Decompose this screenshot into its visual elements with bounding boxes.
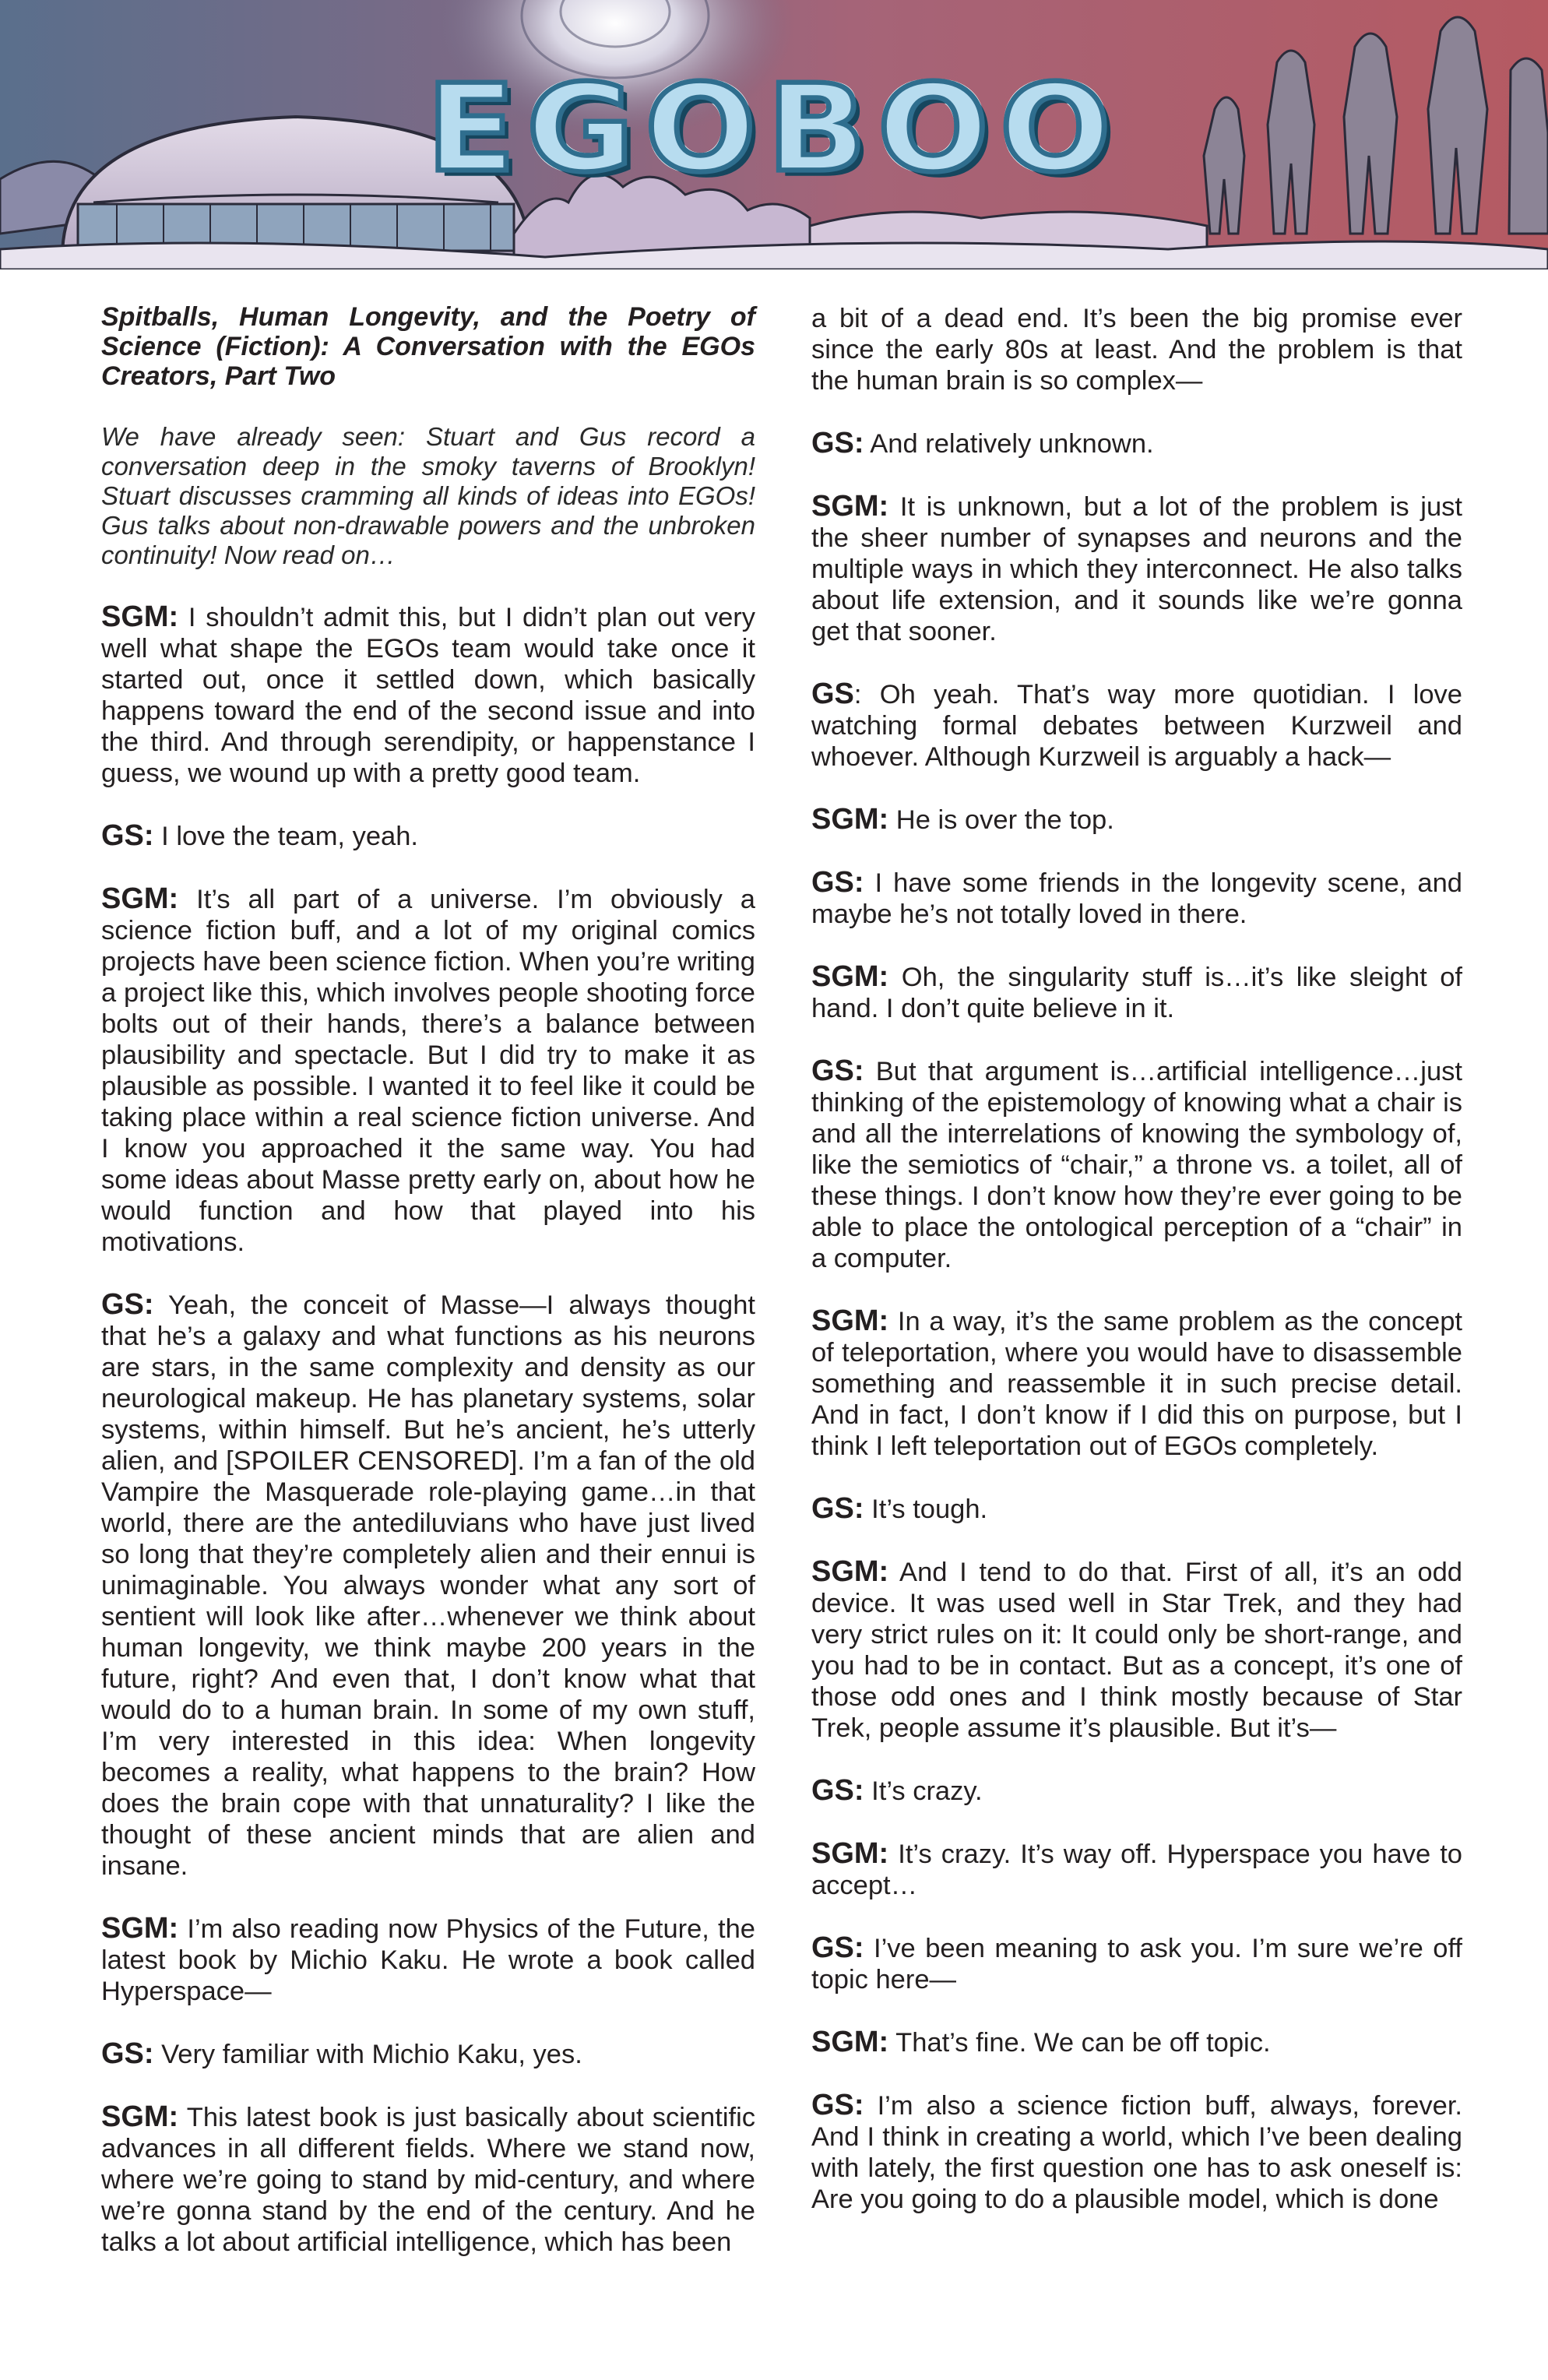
speaker-label: GS: <box>101 2037 154 2070</box>
interview-paragraph <box>811 2026 1462 2058</box>
interview-paragraph <box>811 1838 1462 1901</box>
speaker-label: GS: <box>811 427 864 459</box>
header-banner-illustration <box>0 0 1548 269</box>
paragraph-text: Oh, the singularity stuff is…it’s like sleight of hand. I don’t quite believe in it. <box>811 963 1462 1023</box>
speaker-label: SGM: <box>811 1304 889 1337</box>
left-column <box>101 302 755 2289</box>
speaker-label: GS: <box>811 1054 864 1087</box>
interview-paragraph <box>101 820 755 852</box>
paragraph-text: It’s crazy. It’s way off. Hyperspace you have to accept… <box>811 1840 1462 1900</box>
article-recap: We have already seen: Stuart and Gus record a conversation deep in the smoky taverns of Brooklyn! Stuart discusses cramming all kinds of ideas into EGOs! Gus talks about non-drawable powers and the unbroken continuity! Now read on… <box>101 422 755 569</box>
speaker-label: GS: <box>811 1774 864 1807</box>
speaker-label: SGM: <box>811 803 889 836</box>
paragraph-text: This latest book is just basically about scientific advances in all different fields. Where we stand now, where we’re going to stand by mid-century, and where we’re gonna stand by the end of the century. And he talks a lot about artificial intelligence, which has been <box>101 2103 755 2257</box>
paragraph-text: I love the team, yeah. <box>153 822 419 851</box>
speaker-label: GS: <box>101 1288 154 1321</box>
interview-paragraph <box>811 2090 1462 2215</box>
interview-paragraph <box>811 1932 1462 1995</box>
speaker-label: SGM: <box>811 1555 889 1588</box>
speaker-label: SGM: <box>101 1912 179 1945</box>
interview-paragraph <box>101 2101 755 2258</box>
speaker-label: SGM: <box>811 960 889 993</box>
paragraph-text: Yeah, the conceit of Masse—I always thought that he’s a galaxy and what functions as his neurons are stars, in the same complexity and density as our neurological makeup. He has planetary systems, solar systems, within himself. But he’s ancient, he’s utterly alien, and [SPOILER CENSORED]. I’m a fan of the old Vampire the Masquerade role-playing game…in that world, there are the antediluvians who have just lived so long that they’re completely alien and their ennui is unimaginable. You always wonder what any sort of sentient will look like after…whenever we think about human longevity, we think maybe 200 years in the future, right? And even that, I don’t know what that would do to a human brain. In some of my own stuff, I’m very interested in this idea: When longevity becomes a reality, what happens to the brain? How does the brain cope with that unnaturality? I like the thought of these ancient minds that are alien and insane. <box>101 1290 755 1881</box>
speaker-label: SGM: <box>101 882 179 915</box>
interview-paragraph <box>811 1305 1462 1462</box>
interview-paragraph <box>811 491 1462 647</box>
interview-paragraph <box>811 1493 1462 1525</box>
speaker-label: SGM: <box>101 600 179 633</box>
interview-paragraph <box>811 1055 1462 1274</box>
speaker-label: GS <box>811 678 854 710</box>
paragraph-text: He is over the top. <box>888 805 1114 835</box>
paragraph-text: But that argument is…artificial intelligence…just thinking of the epistemology of knowing what a chair is and all the interrelations of knowing the symbology of, like the semiotics of “chair,” a throne vs. a toilet, all of these things. I don’t know how they’re ever going to be able to place the ontological perception of a “chair” in a computer. <box>811 1057 1462 1273</box>
speaker-label: SGM: <box>811 1837 889 1870</box>
paragraph-text: I’m also reading now Physics of the Future, the latest book by Michio Kaku. He wrote a book called Hyperspace— <box>101 1914 755 2006</box>
interview-paragraph <box>811 1556 1462 1744</box>
speaker-label: SGM: <box>811 2026 889 2058</box>
interview-paragraph <box>811 678 1462 773</box>
paragraph-text: It is unknown, but a lot of the problem is just the sheer number of synapses and neurons and the multiple ways in which they interconnect. He also talks about life extension, and it sounds like we’re gonna get that sooner. <box>811 492 1462 646</box>
interview-paragraph <box>811 428 1462 459</box>
paragraph-text: I have some friends in the longevity scene, and maybe he’s not totally loved in there. <box>811 868 1462 929</box>
speaker-label: SGM: <box>811 490 889 523</box>
paragraph-text: It’s tough. <box>864 1495 988 1524</box>
speaker-label: GS: <box>811 1492 864 1525</box>
paragraph-text: And I tend to do that. First of all, it’s an odd device. It was used well in Star Trek, and they had very strict rules on it: It could only be short-range, and you had to be in contact. But as a concept, it’s one of those odd ones and I think mostly because of Star Trek, people assume it’s plausible. But it’s— <box>811 1558 1462 1743</box>
paragraph-text: Very familiar with Michio Kaku, yes. <box>153 2040 582 2069</box>
speaker-label: GS: <box>811 866 864 899</box>
interview-paragraph <box>101 883 755 1258</box>
interview-paragraph <box>811 1775 1462 1807</box>
speaker-label: GS: <box>811 1931 864 1964</box>
paragraph-text: That’s fine. We can be off topic. <box>888 2028 1271 2058</box>
paragraph-text: : Oh yeah. That’s way more quotidian. I love watching formal debates between Kurzweil and whoever. Although Kurzweil is arguably a hack— <box>811 680 1462 772</box>
paragraph-text: In a way, it’s the same problem as the concept of teleportation, where you would have to disassemble something and reassemble it in such precise detail. And in fact, I don’t know if I did this on purpose, but I think I left teleportation out of EGOs completely. <box>811 1307 1462 1461</box>
speaker-label: GS: <box>101 819 154 852</box>
interview-paragraph <box>811 867 1462 930</box>
masthead-title: EGOBOO <box>426 58 1122 199</box>
speaker-label: SGM: <box>101 2100 179 2133</box>
article-heading: Spitballs, Human Longevity, and the Poetry of Science (Fiction): A Conversation with the EGOs Creators, Part Two <box>101 302 755 391</box>
interview-paragraph <box>811 961 1462 1024</box>
interview-paragraph <box>101 1289 755 1882</box>
paragraph-text: And relatively unknown. <box>864 429 1154 459</box>
egoboo-masthead <box>0 58 1548 199</box>
interview-paragraph <box>811 302 1462 396</box>
interview-paragraph <box>101 2038 755 2070</box>
speaker-label: GS: <box>811 2089 864 2121</box>
paragraph-text: It’s crazy. <box>864 1776 983 1806</box>
paragraph-text: I’m also a science fiction buff, always, forever. And I think in creating a world, which I’ve been dealing with lately, the first question one has to ask oneself is: Are you going to do a plausible model, which is done <box>811 2091 1462 2214</box>
interview-paragraph <box>101 601 755 789</box>
right-column <box>811 302 1462 2246</box>
paragraph-text: It’s all part of a universe. I’m obviously a science fiction buff, and a lot of my original comics projects have been science fiction. When you’re writing a project like this, which involves people shooting force bolts out of their hands, there’s a balance between plausibility and spectacle. But I did try to make it as plausible as possible. I wanted it to feel like it could be taking place within a real science fiction universe. And I know you approached it the same way. You had some ideas about Masse pretty early on, about how he would function and how that played into his motivations. <box>101 885 755 1257</box>
paragraph-text: I’ve been meaning to ask you. I’m sure we’re off topic here— <box>811 1934 1462 1994</box>
paragraph-text: I shouldn’t admit this, but I didn’t plan out very well what shape the EGOs team would take once it started out, once it settled down, which basically happens toward the end of the second issue and into the third. And through serendipity, or happenstance I guess, we wound up with a pretty good team. <box>101 603 755 788</box>
interview-paragraph <box>101 1913 755 2007</box>
interview-paragraph <box>811 804 1462 836</box>
paragraph-text: a bit of a dead end. It’s been the big promise ever since the early 80s at least. And the problem is that the human brain is so complex— <box>811 304 1462 396</box>
